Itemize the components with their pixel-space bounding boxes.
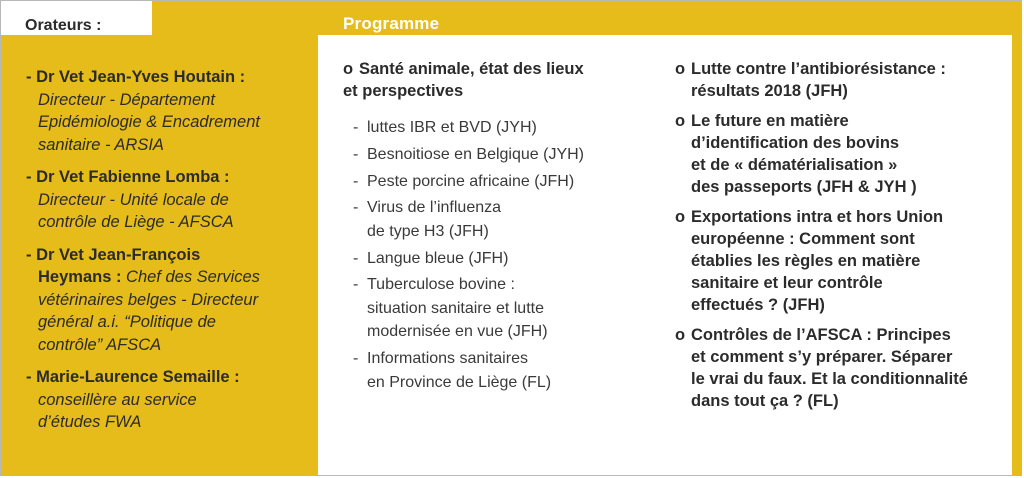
speaker-role: contrôle de Liège - AFSCA bbox=[38, 213, 234, 231]
orateurs-heading: Orateurs : bbox=[25, 17, 102, 34]
programme-header-band bbox=[152, 1, 1022, 35]
speaker-role: d’études FWA bbox=[38, 413, 142, 431]
speakers-list bbox=[26, 66, 318, 444]
right-accent-strip bbox=[1012, 35, 1022, 476]
speaker-name: - Marie-Laurence Semaille : bbox=[26, 368, 240, 386]
programme-subtopics bbox=[343, 116, 643, 394]
programme-heading: Programme bbox=[343, 14, 440, 33]
speaker-name: - Dr Vet Jean-Yves Houtain : bbox=[26, 68, 246, 86]
speaker-lomba bbox=[26, 166, 318, 234]
list-item: - Virus de l’influenza de type H3 (JFH) bbox=[353, 199, 502, 240]
speaker-name: - Dr Vet Fabienne Lomba : bbox=[26, 168, 230, 186]
speaker-role: sanitaire - ARSIA bbox=[38, 135, 164, 154]
list-item: - Langue bleue (JFH) bbox=[353, 249, 509, 267]
speaker-role: général a.i. “Politique de bbox=[38, 313, 216, 331]
speaker-name: - Dr Vet Jean-François bbox=[26, 245, 201, 264]
programme-topic-identification: o Le future en matière d’identification des bovins et de « dématérialisation » des passeports (JFH & JYH ) bbox=[675, 112, 917, 196]
speaker-role: Directeur - Département bbox=[38, 90, 215, 109]
list-item: - Peste porcine africaine (JFH) bbox=[353, 172, 575, 190]
list-item: - Besnoitiose en Belgique (JYH) bbox=[353, 145, 585, 163]
speaker-semaille bbox=[26, 366, 318, 434]
speaker-role: Directeur - Unité locale de bbox=[38, 190, 229, 209]
list-item: - Informations sanitaires en Province de Liège (FL) bbox=[353, 350, 552, 391]
programme-topic-exportations: o Exportations intra et hors Union européenne : Comment sont établies les règles en matière sanitaire et leur contrôle effectués ? (JFH) bbox=[675, 208, 944, 314]
list-item: - Tuberculose bovine : situation sanitaire et lutte modernisée en vue (JFH) bbox=[353, 276, 548, 341]
speaker-name-cont: Heymans : Chef des Services bbox=[38, 268, 260, 286]
orateurs-tab bbox=[1, 1, 152, 35]
programme-topic-antibioresistance: o Lutte contre l’antibiorésistance : résultats 2018 (JFH) bbox=[675, 60, 946, 100]
programme-topic-cont: et perspectives bbox=[343, 82, 464, 100]
speaker-heymans bbox=[26, 244, 318, 357]
programme-topic-controles: o Contrôles de l’AFSCA : Principes et comment s’y préparer. Séparer le vrai du faux. Et la conditionnalité dans tout ça ? (FL) bbox=[675, 326, 968, 410]
speaker-houtain bbox=[26, 66, 318, 156]
speaker-role: conseillère au service bbox=[38, 390, 197, 409]
list-item: - luttes IBR et BVD (JYH) bbox=[353, 119, 537, 136]
programme-column-2 bbox=[675, 58, 1010, 420]
speaker-role: vétérinaires belges - Directeur bbox=[38, 290, 259, 309]
programme-column-1 bbox=[343, 58, 643, 398]
speaker-role: contrôle” AFSCA bbox=[38, 335, 162, 354]
speaker-role: Epidémiologie & Encadrement bbox=[38, 113, 260, 131]
programme-topic: o Santé animale, état des lieux bbox=[343, 60, 584, 78]
